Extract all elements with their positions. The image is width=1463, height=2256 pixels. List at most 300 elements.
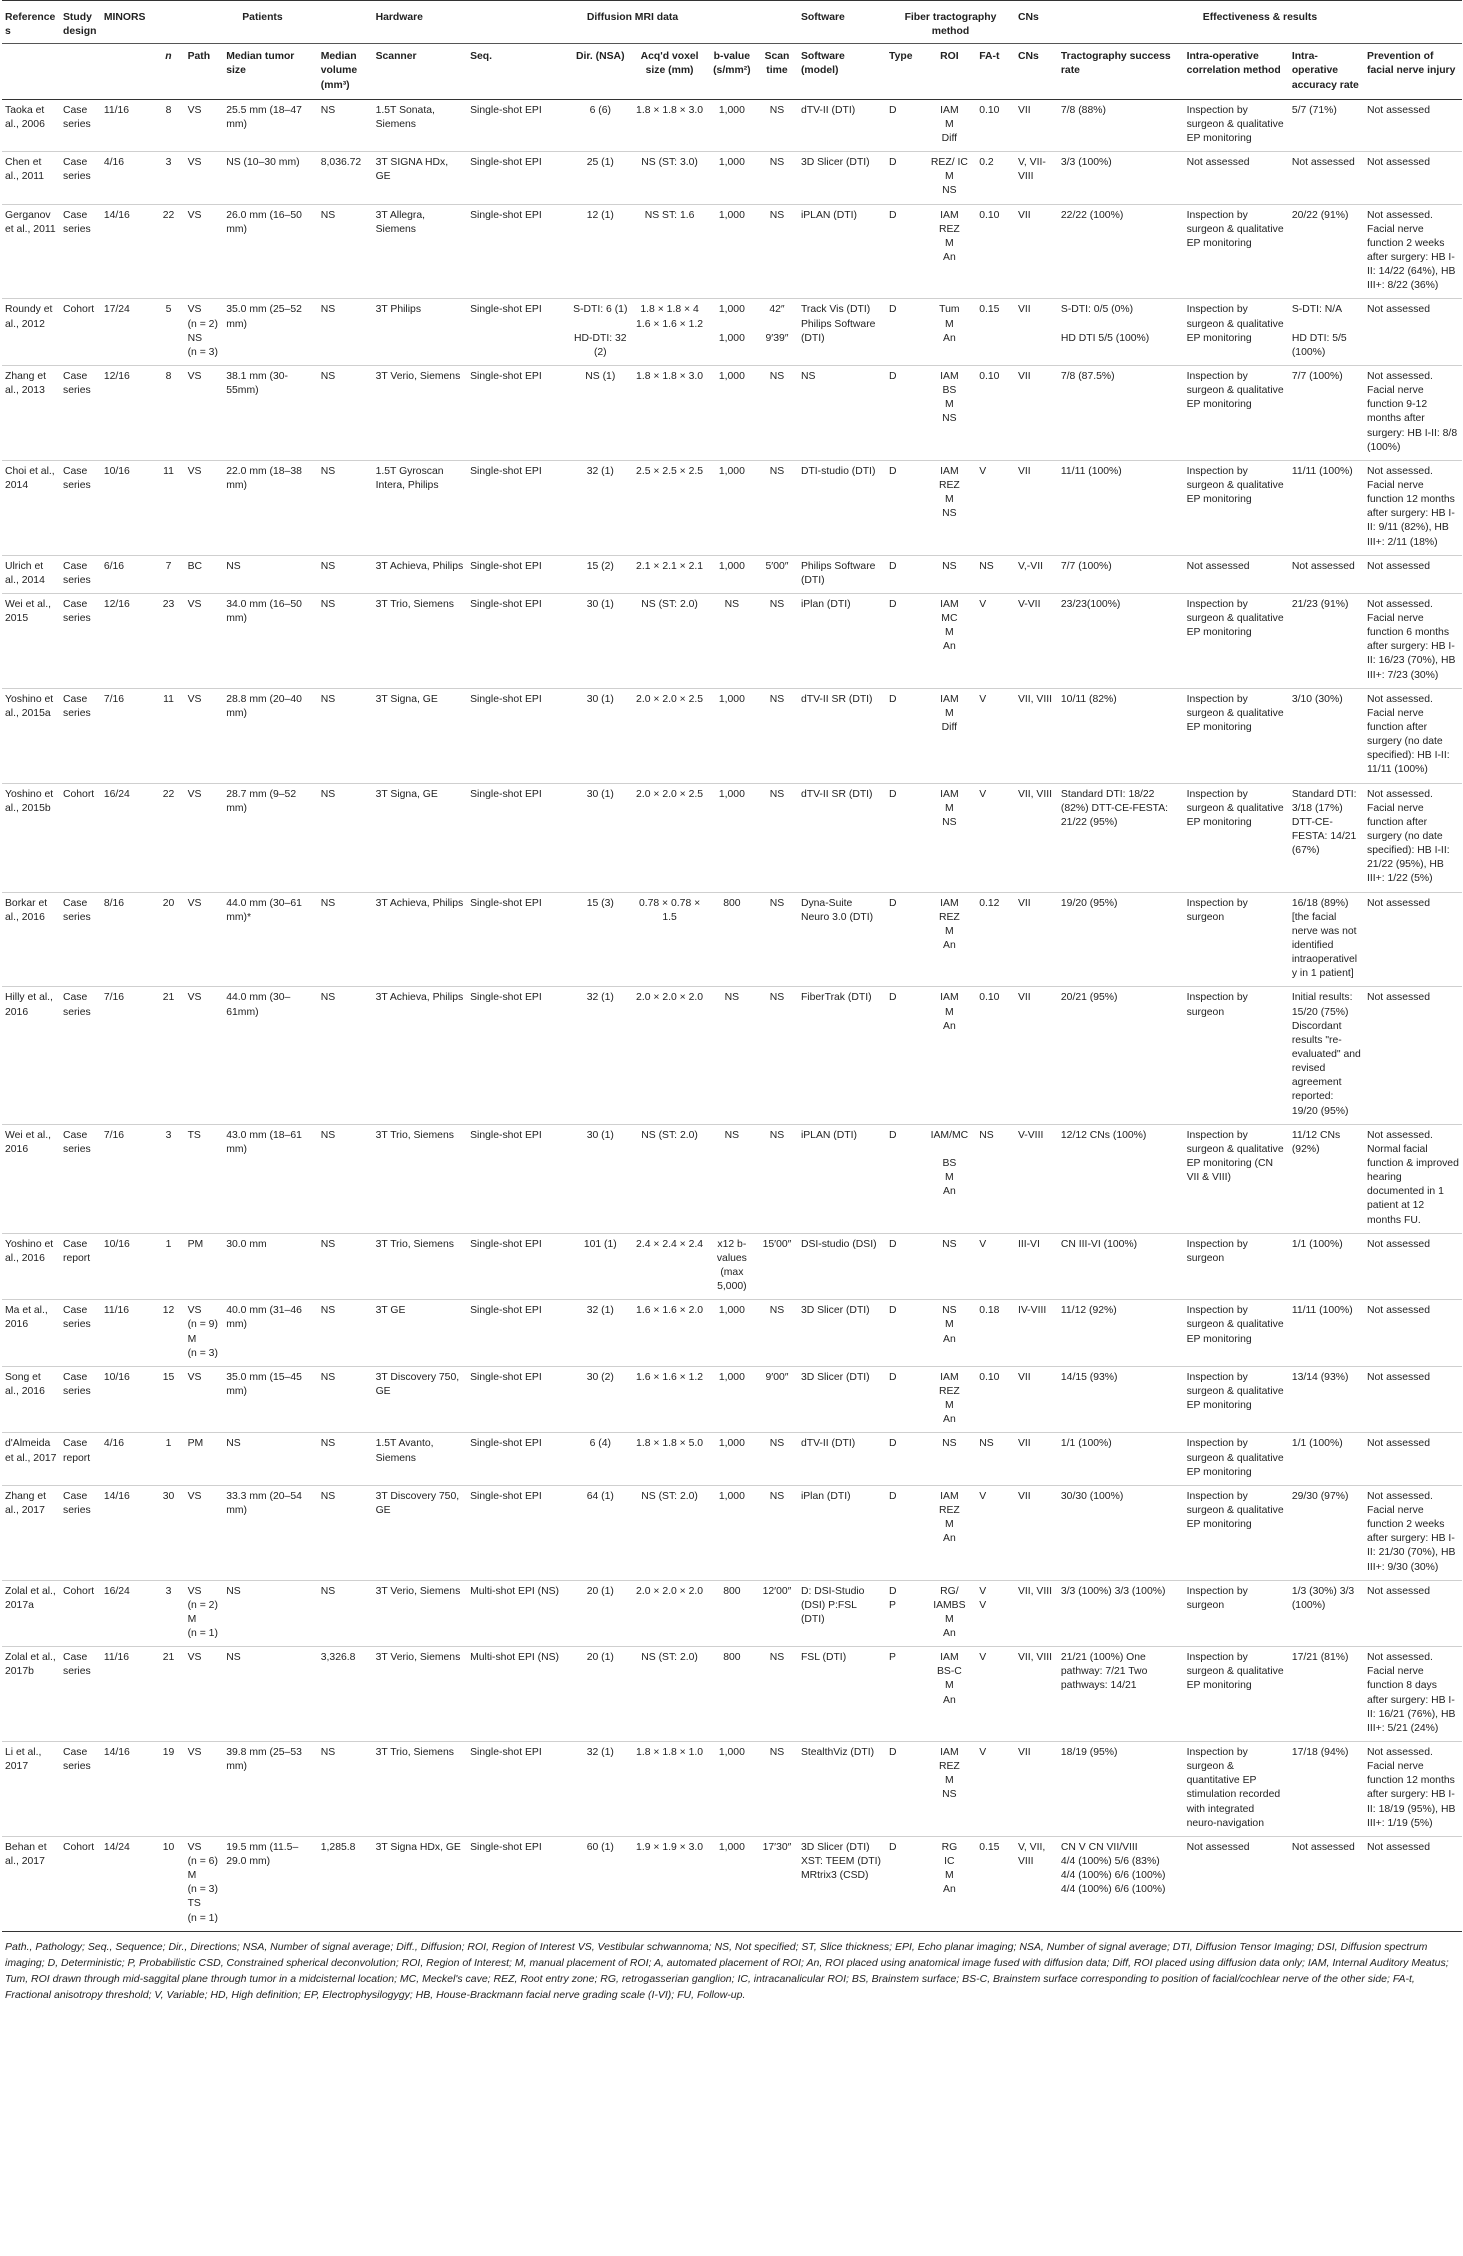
sequence-cell: Single-shot EPI <box>467 1233 569 1300</box>
minors-cell: 14/16 <box>101 1742 153 1837</box>
prevention-cell: Not assessed <box>1364 99 1462 151</box>
roi-cell: IAM M An <box>923 987 977 1124</box>
voxel-cell: NS (ST: 3.0) <box>631 152 707 204</box>
n-cell: 1 <box>152 1233 184 1300</box>
type-cell: D <box>886 593 923 688</box>
roi-cell: IAM REZ M NS <box>923 1742 977 1837</box>
fa-t-cell: 0.12 <box>976 892 1015 987</box>
sequence-cell: Single-shot EPI <box>467 152 569 204</box>
scan-time-cell: NS <box>756 1647 798 1742</box>
type-cell: D <box>886 299 923 366</box>
prevention-cell: Not assessed. Facial nerve function 9-12 months after surgery: HB I-II: 8/8 (100%) <box>1364 365 1462 460</box>
minors-cell: 4/16 <box>101 152 153 204</box>
tumor-size-cell: 40.0 mm (31–46 mm) <box>223 1300 318 1367</box>
path-cell: VS <box>185 987 224 1124</box>
path-cell: TS <box>185 1124 224 1233</box>
bvalue-cell: 1,000 <box>708 152 756 204</box>
cns-cell: VII, VIII <box>1015 1647 1058 1742</box>
reference-cell: Yoshino et al., 2016 <box>2 1233 60 1300</box>
intraop-accuracy-cell: 11/11 (100%) <box>1289 1300 1364 1367</box>
voxel-cell: 2.4 × 2.4 × 2.4 <box>631 1233 707 1300</box>
software-cell: Track Vis (DTI) Philips Software (DTI) <box>798 299 886 366</box>
scanner-cell: 3T Trio, Siemens <box>373 1742 468 1837</box>
scan-time-cell: 42″ 9′39″ <box>756 299 798 366</box>
study-design-cell: Case series <box>60 152 101 204</box>
scan-time-cell: NS <box>756 460 798 555</box>
study-design-cell: Case series <box>60 688 101 783</box>
type-cell: D P <box>886 1580 923 1647</box>
success-rate-cell: 20/21 (95%) <box>1058 987 1184 1124</box>
cns-cell: VII, VIII <box>1015 1580 1058 1647</box>
roi-cell: IAM M Diff <box>923 99 977 151</box>
roi-cell: IAM BS-C M An <box>923 1647 977 1742</box>
tumor-size-cell: NS <box>223 1647 318 1742</box>
volume-cell: NS <box>318 1233 373 1300</box>
type-cell: D <box>886 1300 923 1367</box>
voxel-cell: 1.8 × 1.8 × 3.0 <box>631 365 707 460</box>
scanner-cell: 3T Achieva, Philips <box>373 892 468 987</box>
success-rate-cell: 23/23(100%) <box>1058 593 1184 688</box>
table-footnote: Path., Pathology; Seq., Sequence; Dir., Directions; NSA, Number of signal average; Diff., Diffusion; ROI, Region of Interest VS, Vestibular schwannoma; NS, Not specified; ST, Slice thickness; EPI, Echo planar imaging; NSA, Number of signal average; DTI, Diffusion Tensor Imaging; DSI, Diffusion spectrum imaging; D, Deterministic; P, Probabilistic CSD, Constrained spherical deconvolution; ROI, Region of Interest; M, manual placement of ROI; A, automated placement of ROI; An, ROI placed using anatomical image fused with diffusion data; Diff, ROI placed using diffusion data only; IAM, Internal Auditory Meatus; Tum, ROI drawn through mid-saggital plane through tumor in a midcisternal location; MC, Meckel's cave; REZ, Root entry zone; RG, retrogasserian ganglion; IC, intracanalicular ROI; BS, Brainstem surface; BS-C, Brainstem surface corresponding to position of facial/cochlear nerve of the other side; FA-t, Fractional anisotropy threshold; V, Variable; HD, High definition; EP, Electrophysilogygy; HB, House-Brackmann facial nerve grading scale (I-VI); FU, Follow-up. <box>5 1940 1449 2001</box>
scanner-cell: 3T Signa, GE <box>373 783 468 892</box>
header-hardware: Hardware <box>373 1 468 44</box>
prevention-cell: Not assessed. Facial nerve function 8 days after surgery: HB I-II: 16/21 (76%), HB III+: 5/21 (24%) <box>1364 1647 1462 1742</box>
volume-cell: NS <box>318 555 373 593</box>
scan-time-cell: 15′00″ <box>756 1233 798 1300</box>
cns-cell: VII <box>1015 1366 1058 1433</box>
study-design-cell: Case series <box>60 987 101 1124</box>
sequence-cell: Multi-shot EPI (NS) <box>467 1647 569 1742</box>
header-scanner: Scanner <box>373 44 468 99</box>
study-design-cell: Case series <box>60 1300 101 1367</box>
volume-cell: NS <box>318 688 373 783</box>
n-cell: 23 <box>152 593 184 688</box>
type-cell: D <box>886 987 923 1124</box>
prevention-cell: Not assessed. Facial nerve function 2 weeks after surgery: HB I-II: 21/30 (70%), HB III+: 9/30 (30%) <box>1364 1485 1462 1580</box>
success-rate-cell: 7/7 (100%) <box>1058 555 1184 593</box>
scan-time-cell: NS <box>756 987 798 1124</box>
type-cell: D <box>886 688 923 783</box>
tumor-size-cell: 25.5 mm (18–47 mm) <box>223 99 318 151</box>
fa-t-cell: 0.18 <box>976 1300 1015 1367</box>
type-cell: D <box>886 1233 923 1300</box>
intraop-method-cell: Inspection by surgeon <box>1184 1580 1289 1647</box>
type-cell: D <box>886 1836 923 1931</box>
sequence-cell: Single-shot EPI <box>467 555 569 593</box>
path-cell: VS <box>185 1647 224 1742</box>
scanner-cell: 3T Verio, Siemens <box>373 1580 468 1647</box>
type-cell: D <box>886 783 923 892</box>
bvalue-cell: 1,000 <box>708 555 756 593</box>
study-design-cell: Case series <box>60 593 101 688</box>
software-cell: iPLAN (DTI) <box>798 1124 886 1233</box>
scanner-cell: 3T Trio, Siemens <box>373 1233 468 1300</box>
bvalue-cell: 1,000 <box>708 1300 756 1367</box>
prevention-cell: Not assessed <box>1364 1233 1462 1300</box>
sequence-cell: Single-shot EPI <box>467 1124 569 1233</box>
scan-time-cell: NS <box>756 1485 798 1580</box>
table-row <box>2 299 1462 366</box>
minors-cell: 16/24 <box>101 783 153 892</box>
scan-time-cell: NS <box>756 1433 798 1485</box>
intraop-method-cell: Inspection by surgeon & qualitative EP monitoring <box>1184 593 1289 688</box>
tumor-size-cell: 38.1 mm (30-55mm) <box>223 365 318 460</box>
scan-time-cell: 17′30″ <box>756 1836 798 1931</box>
header-effectiveness: Effectiveness & results <box>1058 1 1462 44</box>
reference-cell: Behan et al., 2017 <box>2 1836 60 1931</box>
cns-cell: V, VII, VIII <box>1015 1836 1058 1931</box>
voxel-cell: 1.8 × 1.8 × 3.0 <box>631 99 707 151</box>
prevention-cell: Not assessed. Facial nerve function 12 months after surgery: HB I-II: 9/11 (82%), HB III+: 2/11 (18%) <box>1364 460 1462 555</box>
cns-cell: VII <box>1015 204 1058 299</box>
voxel-cell: 1.8 × 1.8 × 1.0 <box>631 1742 707 1837</box>
table-row <box>2 987 1462 1124</box>
intraop-method-cell: Inspection by surgeon & qualitative EP monitoring <box>1184 365 1289 460</box>
software-cell: FiberTrak (DTI) <box>798 987 886 1124</box>
volume-cell: NS <box>318 892 373 987</box>
sequence-cell: Multi-shot EPI (NS) <box>467 1580 569 1647</box>
bvalue-cell: 1,000 <box>708 1485 756 1580</box>
reference-cell: Li et al., 2017 <box>2 1742 60 1837</box>
success-rate-cell: 19/20 (95%) <box>1058 892 1184 987</box>
roi-cell: IAM REZ M An <box>923 204 977 299</box>
bvalue-cell: 1,000 <box>708 783 756 892</box>
path-cell: VS <box>185 783 224 892</box>
intraop-accuracy-cell: 11/12 CNs (92%) <box>1289 1124 1364 1233</box>
minors-cell: 16/24 <box>101 1580 153 1647</box>
minors-cell: 12/16 <box>101 365 153 460</box>
bvalue-cell: 800 <box>708 1647 756 1742</box>
success-rate-cell: 18/19 (95%) <box>1058 1742 1184 1837</box>
tumor-size-cell: 30.0 mm <box>223 1233 318 1300</box>
software-cell: dTV-II (DTI) <box>798 99 886 151</box>
scanner-cell: 3T Philips <box>373 299 468 366</box>
prevention-cell: Not assessed <box>1364 1433 1462 1485</box>
n-cell: 3 <box>152 1580 184 1647</box>
fa-t-cell: 0.15 <box>976 299 1015 366</box>
roi-cell: RG/ IAMBS M An <box>923 1580 977 1647</box>
intraop-accuracy-cell: Not assessed <box>1289 1836 1364 1931</box>
header-success-rate: Tractography success rate <box>1058 44 1184 99</box>
sequence-cell: Single-shot EPI <box>467 460 569 555</box>
directions-cell: 64 (1) <box>569 1485 631 1580</box>
header-n: n <box>152 44 184 99</box>
reference-cell: Zhang et al., 2013 <box>2 365 60 460</box>
scan-time-cell: NS <box>756 1124 798 1233</box>
tumor-size-cell: 19.5 mm (11.5–29.0 mm) <box>223 1836 318 1931</box>
minors-cell: 4/16 <box>101 1433 153 1485</box>
table-row <box>2 1485 1462 1580</box>
type-cell: D <box>886 1366 923 1433</box>
prevention-cell: Not assessed. Facial nerve function 12 months after surgery: HB I-II: 18/19 (95%), HB III+: 1/19 (5%) <box>1364 1742 1462 1837</box>
roi-cell: IAM REZ M An <box>923 1485 977 1580</box>
success-rate-cell: 1/1 (100%) <box>1058 1433 1184 1485</box>
sequence-cell: Single-shot EPI <box>467 987 569 1124</box>
directions-cell: 20 (1) <box>569 1647 631 1742</box>
roi-cell: IAM M NS <box>923 783 977 892</box>
type-cell: D <box>886 1742 923 1837</box>
reference-cell: Wei et al., 2015 <box>2 593 60 688</box>
prevention-cell: Not assessed <box>1364 1366 1462 1433</box>
reference-cell: Wei et al., 2016 <box>2 1124 60 1233</box>
voxel-cell: 2.0 × 2.0 × 2.0 <box>631 987 707 1124</box>
study-design-cell: Case series <box>60 555 101 593</box>
study-design-cell: Case series <box>60 365 101 460</box>
header-type: Type <box>886 44 923 99</box>
directions-cell: 101 (1) <box>569 1233 631 1300</box>
intraop-accuracy-cell: Standard DTI: 3/18 (17%) DTT-CE-FESTA: 14/21 (67%) <box>1289 783 1364 892</box>
roi-cell: NS <box>923 1433 977 1485</box>
header-scan-time: Scan time <box>756 44 798 99</box>
voxel-cell: 2.0 × 2.0 × 2.5 <box>631 688 707 783</box>
bvalue-cell: 1,000 1,000 <box>708 299 756 366</box>
table-row <box>2 1836 1462 1931</box>
intraop-accuracy-cell: 17/18 (94%) <box>1289 1742 1364 1837</box>
volume-cell: NS <box>318 1433 373 1485</box>
tumor-size-cell: 43.0 mm (18–61 mm) <box>223 1124 318 1233</box>
type-cell: D <box>886 1433 923 1485</box>
scanner-cell: 3T Allegra, Siemens <box>373 204 468 299</box>
n-cell: 20 <box>152 892 184 987</box>
sequence-cell: Single-shot EPI <box>467 892 569 987</box>
software-cell: 3D Slicer (DTI) XST: TEEM (DTI) MRtrix3 (CSD) <box>798 1836 886 1931</box>
software-cell: Philips Software (DTI) <box>798 555 886 593</box>
software-cell: dTV-II SR (DTI) <box>798 688 886 783</box>
directions-cell: 25 (1) <box>569 152 631 204</box>
scanner-cell: 3T SIGNA HDx, GE <box>373 152 468 204</box>
software-cell: StealthViz (DTI) <box>798 1742 886 1837</box>
roi-cell: IAM REZ M NS <box>923 460 977 555</box>
study-design-cell: Case report <box>60 1433 101 1485</box>
fa-t-cell: 0.10 <box>976 204 1015 299</box>
header-fiber: Fiber tractography method <box>886 1 1015 44</box>
type-cell: D <box>886 460 923 555</box>
intraop-method-cell: Inspection by surgeon & qualitative EP monitoring <box>1184 783 1289 892</box>
fa-t-cell: V V <box>976 1580 1015 1647</box>
header-intraop-accuracy: Intra-operative accuracy rate <box>1289 44 1364 99</box>
table-row <box>2 152 1462 204</box>
minors-cell: 7/16 <box>101 688 153 783</box>
n-cell: 21 <box>152 1647 184 1742</box>
type-cell: D <box>886 1124 923 1233</box>
scanner-cell: 3T Trio, Siemens <box>373 593 468 688</box>
software-cell: DSI-studio (DSI) <box>798 1233 886 1300</box>
scanner-cell: 3T Signa, GE <box>373 688 468 783</box>
intraop-accuracy-cell: S-DTI: N/A HD DTI: 5/5 (100%) <box>1289 299 1364 366</box>
voxel-cell: 2.5 × 2.5 × 2.5 <box>631 460 707 555</box>
table-row <box>2 1580 1462 1647</box>
path-cell: VS (n = 6) M (n = 3) TS (n = 1) <box>185 1836 224 1931</box>
scan-time-cell: NS <box>756 1742 798 1837</box>
fa-t-cell: NS <box>976 1124 1015 1233</box>
scanner-cell: 1.5T Avanto, Siemens <box>373 1433 468 1485</box>
header-cns: CNs <box>1015 1 1058 44</box>
fa-t-cell: V <box>976 688 1015 783</box>
study-design-cell: Case series <box>60 460 101 555</box>
scan-time-cell: 5′00″ <box>756 555 798 593</box>
volume-cell: NS <box>318 783 373 892</box>
reference-cell: d'Almeida et al., 2017 <box>2 1433 60 1485</box>
voxel-cell: 2.0 × 2.0 × 2.5 <box>631 783 707 892</box>
fa-t-cell: 0.10 <box>976 99 1015 151</box>
directions-cell: 12 (1) <box>569 204 631 299</box>
bvalue-cell: x12 b-values (max 5,000) <box>708 1233 756 1300</box>
bvalue-cell: 1,000 <box>708 1433 756 1485</box>
directions-cell: 32 (1) <box>569 1300 631 1367</box>
header-intraop-method: Intra-operative correlation method <box>1184 44 1289 99</box>
minors-cell: 11/16 <box>101 1300 153 1367</box>
reference-cell: Chen et al., 2011 <box>2 152 60 204</box>
roi-cell: NS M An <box>923 1300 977 1367</box>
type-cell: D <box>886 555 923 593</box>
n-cell: 11 <box>152 688 184 783</box>
prevention-cell: Not assessed <box>1364 1300 1462 1367</box>
success-rate-cell: S-DTI: 0/5 (0%) HD DTI 5/5 (100%) <box>1058 299 1184 366</box>
table-row <box>2 1300 1462 1367</box>
type-cell: D <box>886 365 923 460</box>
intraop-method-cell: Inspection by surgeon & qualitative EP monitoring <box>1184 688 1289 783</box>
fa-t-cell: 0.10 <box>976 1366 1015 1433</box>
voxel-cell: 2.0 × 2.0 × 2.0 <box>631 1580 707 1647</box>
software-cell: dTV-II (DTI) <box>798 1433 886 1485</box>
intraop-method-cell: Not assessed <box>1184 555 1289 593</box>
n-cell: 5 <box>152 299 184 366</box>
tumor-size-cell: 35.0 mm (15–45 mm) <box>223 1366 318 1433</box>
directions-cell: 30 (1) <box>569 593 631 688</box>
minors-cell: 17/24 <box>101 299 153 366</box>
prevention-cell: Not assessed. Facial nerve function 2 weeks after surgery: HB I-II: 14/22 (64%), HB III+: 8/22 (36%) <box>1364 204 1462 299</box>
tumor-size-cell: 34.0 mm (16–50 mm) <box>223 593 318 688</box>
scanner-cell: 3T Discovery 750, GE <box>373 1366 468 1433</box>
path-cell: VS <box>185 152 224 204</box>
bvalue-cell: 800 <box>708 892 756 987</box>
intraop-accuracy-cell: 1/3 (30%) 3/3 (100%) <box>1289 1580 1364 1647</box>
n-cell: 19 <box>152 1742 184 1837</box>
table-row <box>2 204 1462 299</box>
table-row <box>2 1647 1462 1742</box>
table-row <box>2 365 1462 460</box>
type-cell: D <box>886 1485 923 1580</box>
path-cell: VS <box>185 1742 224 1837</box>
study-design-cell: Cohort <box>60 783 101 892</box>
volume-cell: NS <box>318 99 373 151</box>
intraop-accuracy-cell: Initial results: 15/20 (75%) Discordant results "re-evaluated" and revised agreement reported: 19/20 (95%) <box>1289 987 1364 1124</box>
table-row <box>2 593 1462 688</box>
header-seq: Seq. <box>467 44 569 99</box>
sequence-cell: Single-shot EPI <box>467 1300 569 1367</box>
table-row <box>2 555 1462 593</box>
n-cell: 1 <box>152 1433 184 1485</box>
bvalue-cell: 1,000 <box>708 1742 756 1837</box>
minors-cell: 11/16 <box>101 1647 153 1742</box>
path-cell: BC <box>185 555 224 593</box>
scanner-cell: 3T Signa HDx, GE <box>373 1836 468 1931</box>
voxel-cell: 0.78 × 0.78 × 1.5 <box>631 892 707 987</box>
volume-cell: NS <box>318 204 373 299</box>
fa-t-cell: 0.10 <box>976 365 1015 460</box>
study-design-cell: Case series <box>60 892 101 987</box>
directions-cell: 32 (1) <box>569 987 631 1124</box>
volume-cell: NS <box>318 1742 373 1837</box>
table-body <box>2 99 1462 1931</box>
scanner-cell: 1.5T Sonata, Siemens <box>373 99 468 151</box>
tumor-size-cell: 26.0 mm (16–50 mm) <box>223 204 318 299</box>
study-design-cell: Case series <box>60 204 101 299</box>
path-cell: VS <box>185 204 224 299</box>
minors-cell: 10/16 <box>101 1366 153 1433</box>
directions-cell: 6 (4) <box>569 1433 631 1485</box>
prevention-cell: Not assessed <box>1364 299 1462 366</box>
tumor-size-cell: 28.7 mm (9–52 mm) <box>223 783 318 892</box>
volume-cell: NS <box>318 593 373 688</box>
directions-cell: 15 (3) <box>569 892 631 987</box>
bvalue-cell: 1,000 <box>708 1836 756 1931</box>
volume-cell: NS <box>318 1300 373 1367</box>
scan-time-cell: NS <box>756 365 798 460</box>
intraop-method-cell: Inspection by surgeon <box>1184 987 1289 1124</box>
path-cell: PM <box>185 1433 224 1485</box>
success-rate-cell: 11/11 (100%) <box>1058 460 1184 555</box>
header-row-1 <box>2 1 1462 44</box>
prevention-cell: Not assessed <box>1364 987 1462 1124</box>
fa-t-cell: V <box>976 1647 1015 1742</box>
path-cell: VS (n = 2) M (n = 1) <box>185 1580 224 1647</box>
success-rate-cell: 30/30 (100%) <box>1058 1485 1184 1580</box>
minors-cell: 14/24 <box>101 1836 153 1931</box>
voxel-cell: 2.1 × 2.1 × 2.1 <box>631 555 707 593</box>
scanner-cell: 3T Verio, Siemens <box>373 1647 468 1742</box>
scan-time-cell: NS <box>756 593 798 688</box>
bvalue-cell: NS <box>708 593 756 688</box>
reference-cell: Gerganov et al., 2011 <box>2 204 60 299</box>
header-roi: ROI <box>923 44 977 99</box>
cns-cell: VII <box>1015 892 1058 987</box>
path-cell: VS <box>185 688 224 783</box>
success-rate-cell: CN III-VI (100%) <box>1058 1233 1184 1300</box>
reference-cell: Taoka et al., 2006 <box>2 99 60 151</box>
software-cell: iPlan (DTI) <box>798 1485 886 1580</box>
cns-cell: V,-VII <box>1015 555 1058 593</box>
scan-time-cell: NS <box>756 99 798 151</box>
success-rate-cell: 11/12 (92%) <box>1058 1300 1184 1367</box>
bvalue-cell: NS <box>708 987 756 1124</box>
minors-cell: 14/16 <box>101 204 153 299</box>
volume-cell: NS <box>318 1485 373 1580</box>
voxel-cell: 1.8 × 1.8 × 5.0 <box>631 1433 707 1485</box>
prevention-cell: Not assessed <box>1364 892 1462 987</box>
header-dir: Dir. (NSA) <box>569 44 631 99</box>
success-rate-cell: 7/8 (87.5%) <box>1058 365 1184 460</box>
n-cell: 21 <box>152 987 184 1124</box>
header-study-design: Study design <box>60 1 101 44</box>
sequence-cell: Single-shot EPI <box>467 1366 569 1433</box>
bvalue-cell: 800 <box>708 1580 756 1647</box>
reference-cell: Ma et al., 2016 <box>2 1300 60 1367</box>
scanner-cell: 3T Discovery 750, GE <box>373 1485 468 1580</box>
cns-cell: VII, VIII <box>1015 688 1058 783</box>
minors-cell: 7/16 <box>101 987 153 1124</box>
tumor-size-cell: 39.8 mm (25–53 mm) <box>223 1742 318 1837</box>
scan-time-cell: NS <box>756 892 798 987</box>
sequence-cell: Single-shot EPI <box>467 299 569 366</box>
roi-cell: IAM M Diff <box>923 688 977 783</box>
success-rate-cell: Standard DTI: 18/22 (82%) DTT-CE-FESTA: 21/22 (95%) <box>1058 783 1184 892</box>
reference-cell: Song et al., 2016 <box>2 1366 60 1433</box>
header-path: Path <box>185 44 224 99</box>
directions-cell: NS (1) <box>569 365 631 460</box>
n-cell: 8 <box>152 365 184 460</box>
cns-cell: IV-VIII <box>1015 1300 1058 1367</box>
